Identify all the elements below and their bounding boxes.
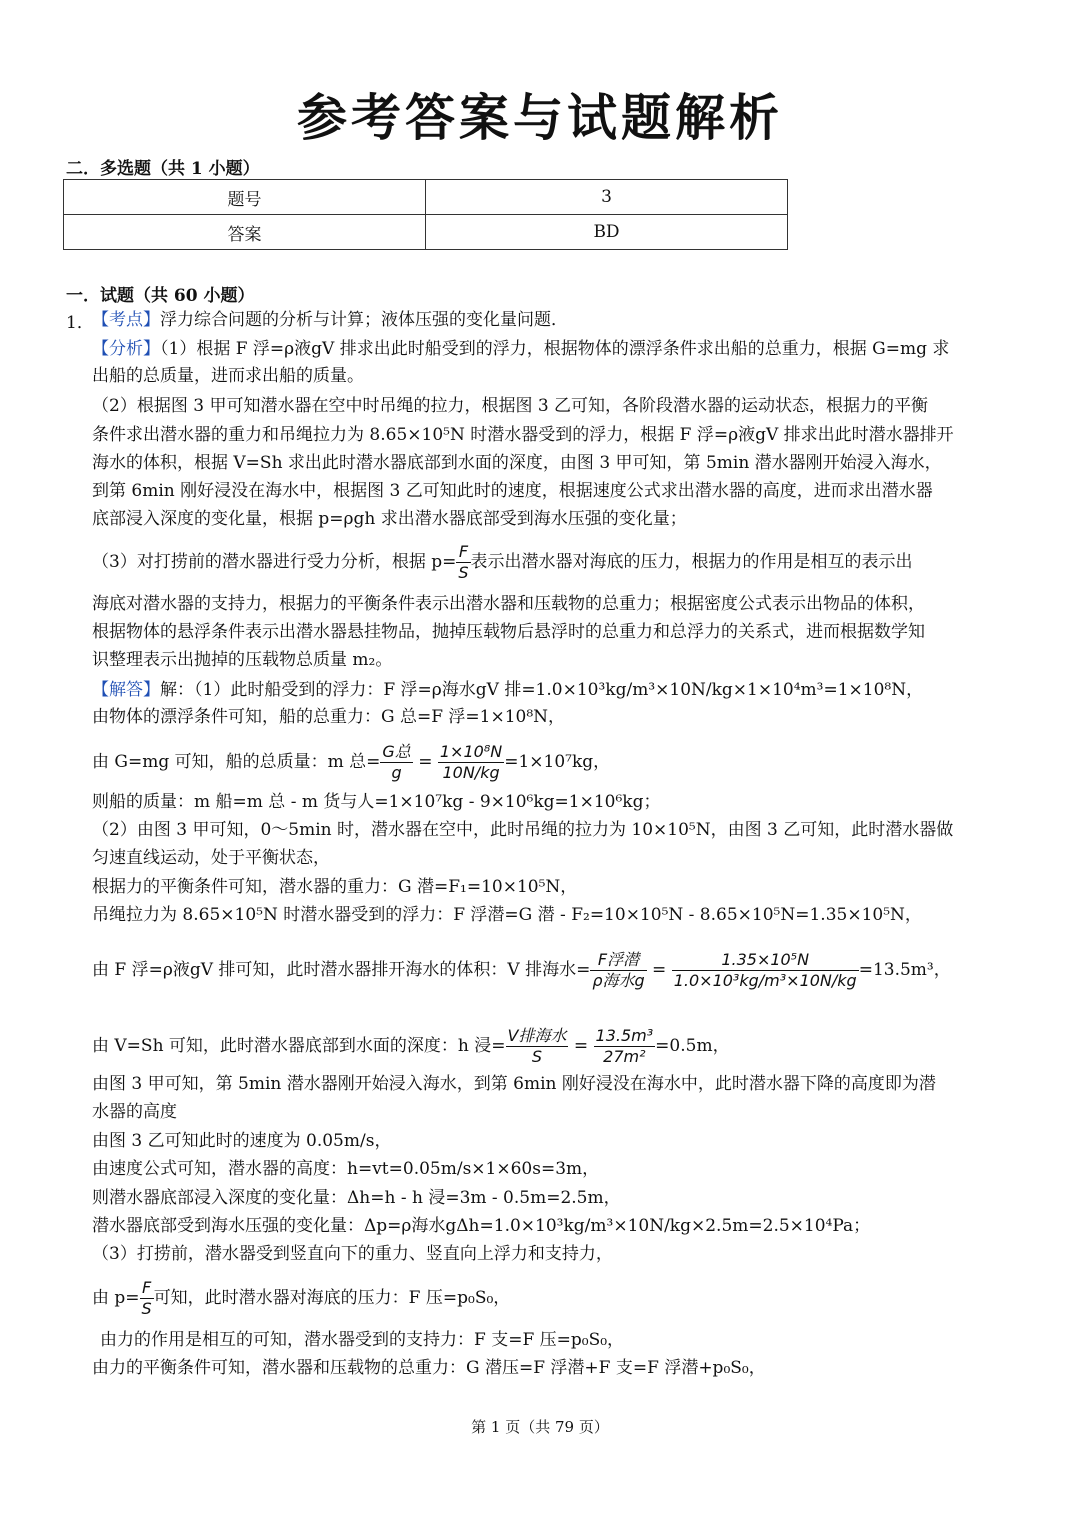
fraction (438, 742, 504, 783)
numerator: 1×10⁸N (439, 742, 503, 761)
kaodian-text: 浮力综合问题的分析与计算；液体压强的变化量问题． (160, 310, 568, 330)
solution-text: =0.5m， (655, 1036, 730, 1056)
section-heading-questions: 一．试题（共 60 小题） (66, 286, 255, 306)
analysis-line (92, 540, 913, 584)
analysis-text: （3）对打捞前的潜水器进行受力分析，根据 p= (92, 552, 457, 572)
denominator: S (141, 1299, 152, 1318)
fraction (672, 950, 859, 991)
analysis-line: 根据物体的悬浮条件表示出潜水器悬挂物品，抛掉压载物后悬浮时的总重力和总浮力的关系式，进而根据数学知 (92, 622, 925, 642)
solution-text: 由 F 浮=ρ液gV 排可知，此时潜水器排开海水的体积：V 排海水= (92, 960, 591, 980)
analysis-line: （2）根据图 3 甲可知潜水器在空中时吊绳的拉力，根据图 3 乙可知，各阶段潜水器的运动状态，根据力的平衡 (92, 396, 929, 416)
table-cell: 3 (426, 180, 788, 215)
solution-line: （3）打捞前，潜水器受到竖直向下的重力、竖直向上浮力和支持力， (92, 1244, 613, 1264)
analysis-line: 海水的体积，根据 V=Sh 求出此时潜水器底部到水面的深度，由图 3 甲可知，第 5min 潜水器刚开始浸入海水， (92, 453, 942, 473)
solution-line: 由速度公式可知，潜水器的高度：h=vt=0.05m/s×1×60s=3m， (92, 1159, 600, 1179)
fraction (590, 950, 646, 991)
solution-line: 由图 3 甲可知，第 5min 潜水器刚开始浸入海水，到第 6min 刚好浸没在海水中，此时潜水器下降的高度即为潜 (92, 1074, 936, 1094)
fraction (506, 1026, 569, 1067)
solution-text: 由 p= (92, 1288, 140, 1308)
table-cell: 题号 (64, 180, 426, 215)
solution-text: 可知，此时潜水器对海底的压力：F 压=p₀S₀， (153, 1288, 511, 1308)
solution-line (92, 1276, 510, 1320)
page-title: 参考答案与试题解析 (297, 88, 783, 147)
section-heading-multi-choice: 二．多选题（共 1 小题） (66, 159, 260, 179)
solution-line: 由 V=Sh 可知，此时潜水器底部到水面的深度：h 浸= $\frac{\text{V排海水}}{S}$ = $\frac{\text{13.5m³}}{\text{27m²}}$ =0.5m， (92, 1026, 730, 1066)
denominator: S (458, 563, 469, 582)
analysis-text: （1）根据 F 浮=ρ液gV 排求出此时船受到的浮力，根据物体的漂浮条件求出船的总重力，根据 G=mg 求 (160, 339, 950, 359)
solution-line: 由 F 浮=ρ液gV 排可知，此时潜水器排开海水的体积：V 排海水= $\frac{\text{F浮潜}}{\text{ρ海水g}}$ = $\frac{\text{1.35×10⁵N}}{\text{1.0×10³kg/m³×10N/kg}}$ =13.5m³， (92, 950, 951, 990)
fraction (140, 1278, 154, 1319)
denominator: ρ海水g (592, 971, 645, 990)
solution-line: 则潜水器底部浸入深度的变化量：Δh=h - h 浸=3m - 0.5m=2.5m， (92, 1188, 621, 1208)
solution-text: =13.5m³， (858, 960, 951, 980)
analysis-line: 出船的总质量，进而求出船的质量。 (92, 366, 364, 386)
denominator: 10N/kg (442, 763, 500, 782)
solution-line: 潜水器底部受到海水压强的变化量：Δp=ρ海水gΔh=1.0×10³kg/m³×10N/kg×2.5m=2.5×10⁴Pa； (92, 1216, 871, 1236)
question-number: 1． (66, 313, 94, 333)
solution-line: 吊绳拉力为 8.65×10⁵N 时潜水器受到的浮力：F 浮潜=G 潜 - F₂=10×10⁵N - 8.65×10⁵N=1.35×10⁵N， (92, 905, 922, 925)
denominator: 1.0×10³kg/m³×10N/kg (673, 971, 857, 990)
analysis-line: 识整理表示出抛掉的压载物总质量 m₂。 (92, 650, 393, 670)
solution-line: 水器的高度 (92, 1102, 177, 1122)
solution-line: 则船的质量：m 船=m 总 - m 货与人=1×10⁷kg - 9×10⁶kg=1×10⁶kg； (92, 792, 661, 812)
analysis-text: 表示出潜水器对海底的压力，根据力的作用是相互的表示出 (470, 552, 913, 572)
numerator: G总 (382, 742, 411, 761)
solution-line (92, 678, 923, 702)
solution-line: （2）由图 3 甲可知，0～5min 时，潜水器在空中，此时吊绳的拉力为 10×10⁵N，由图 3 乙可知，此时潜水器做 (92, 820, 954, 840)
analysis-line: 底部浸入深度的变化量，根据 p=ρgh 求出潜水器底部受到海水压强的变化量； (92, 509, 687, 529)
solution-line: 由力的作用是相互的可知，潜水器受到的支持力：F 支=F 压=p₀S₀， (100, 1330, 625, 1350)
analysis-line (92, 337, 949, 361)
analysis-line: 条件求出潜水器的重力和吊绳拉力为 8.65×10⁵N 时潜水器受到的浮力，根据 F 浮=ρ液gV 排求出此时潜水器排开 (92, 425, 954, 445)
table-cell: BD (426, 215, 788, 250)
numerator: 1.35×10⁵N (672, 950, 859, 971)
denominator: S (531, 1047, 543, 1066)
solution-text: =1×10⁷kg， (504, 752, 611, 772)
solution-line: 由 G=mg 可知，船的总质量：m 总= $\frac{\text{G总}}{g}$ = $\frac{\text{1×10⁸N}}{10N/kg}$ =1×10⁷kg， (92, 742, 611, 782)
numerator: 13.5m³ (595, 1026, 654, 1045)
solution-line: 由图 3 乙可知此时的速度为 0.05m/s， (92, 1131, 392, 1151)
solution-line: 匀速直线运动，处于平衡状态， (92, 848, 330, 868)
table-cell: 答案 (64, 215, 426, 250)
solution-line: 根据力的平衡条件可知，潜水器的重力：G 潜=F₁=10×10⁵N， (92, 877, 578, 897)
kaodian-tag: 【考点】 (92, 310, 160, 330)
numerator: F浮潜 (590, 950, 646, 971)
fraction (380, 742, 412, 783)
page-footer: 第 1 页（共 79 页） (471, 1418, 609, 1436)
jieda-tag: 【解答】 (92, 680, 160, 700)
denominator: g (391, 763, 402, 782)
table-row (64, 180, 788, 215)
table-row (64, 215, 788, 250)
fraction (456, 542, 470, 583)
fraction (594, 1026, 656, 1067)
numerator: F (140, 1278, 154, 1299)
numerator: F (456, 542, 470, 563)
numerator: V排海水 (507, 1026, 567, 1045)
denominator: 27m² (603, 1047, 646, 1066)
solution-line: 由物体的漂浮条件可知，船的总重力：G 总=F 浮=1×10⁸N， (92, 707, 566, 727)
analysis-line: 到第 6min 刚好浸没在海水中，根据图 3 乙可知此时的速度，根据速度公式求出潜水器的高度，进而求出潜水器 (92, 481, 933, 501)
solution-text: 由 V=Sh 可知，此时潜水器底部到水面的深度：h 浸= (92, 1036, 506, 1056)
kaodian-line (92, 308, 568, 332)
solution-text: 由 G=mg 可知，船的总质量：m 总= (92, 752, 381, 772)
fenxi-tag: 【分析】 (92, 339, 160, 359)
analysis-line: 海底对潜水器的支持力，根据力的平衡条件表示出潜水器和压载物的总重力；根据密度公式表示出物品的体积， (92, 594, 925, 614)
solution-line: 由力的平衡条件可知，潜水器和压载物的总重力：G 潜压=F 浮潜+F 支=F 浮潜+p₀S₀， (92, 1358, 766, 1378)
solution-text: 解：（1）此时船受到的浮力：F 浮=ρ海水gV 排=1.0×10³kg/m³×10N/kg×1×10⁴m³=1×10⁸N， (160, 680, 924, 700)
answer-table (63, 179, 788, 250)
